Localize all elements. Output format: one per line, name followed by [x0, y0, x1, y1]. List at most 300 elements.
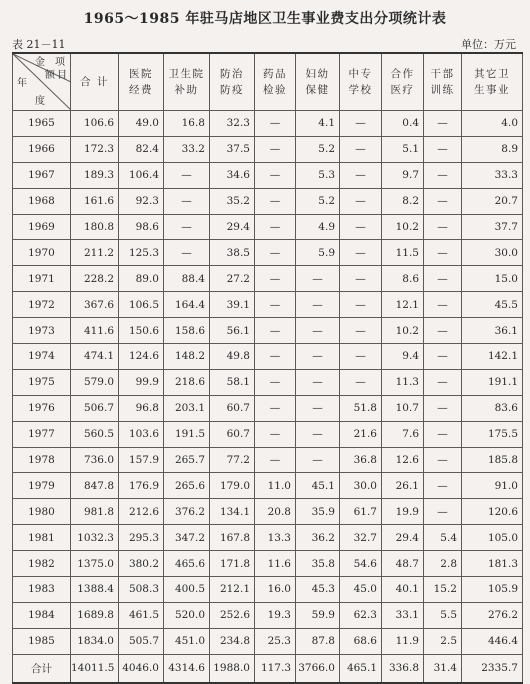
- empty-value-cell: —: [424, 499, 462, 525]
- value-cell: 27.2: [210, 266, 255, 292]
- value-cell: 211.2: [71, 240, 119, 266]
- corner-header-cell: [13, 53, 71, 111]
- unit-label: 单位：万元: [461, 38, 516, 51]
- value-cell: 1375.0: [71, 551, 119, 577]
- corner-label-e: 额: [45, 70, 57, 81]
- value-cell: 8.2: [382, 188, 424, 214]
- empty-value-cell: —: [424, 111, 462, 137]
- table-number: 表 21－11: [12, 38, 66, 51]
- value-cell: 185.8: [462, 447, 523, 473]
- value-cell: 295.3: [119, 525, 164, 551]
- value-cell: 8.9: [462, 136, 523, 162]
- column-header: [71, 53, 119, 111]
- value-cell: 465.1: [340, 654, 382, 683]
- year-cell: 1974: [13, 344, 71, 370]
- value-cell: 40.1: [382, 577, 424, 603]
- table-row: [13, 577, 523, 603]
- diagonal-header: [13, 54, 70, 110]
- empty-value-cell: —: [255, 421, 296, 447]
- value-cell: 9.7: [382, 162, 424, 188]
- empty-value-cell: —: [255, 111, 296, 137]
- value-cell: 117.3: [255, 654, 296, 683]
- value-cell: 1689.8: [71, 602, 119, 628]
- value-cell: 51.8: [340, 395, 382, 421]
- value-cell: 142.1: [462, 344, 523, 370]
- empty-value-cell: —: [255, 344, 296, 370]
- column-header: [255, 53, 296, 111]
- value-cell: 15.0: [462, 266, 523, 292]
- value-cell: 336.8: [382, 654, 424, 683]
- value-cell: 212.6: [119, 499, 164, 525]
- value-cell: 4046.0: [119, 654, 164, 683]
- value-cell: 106.4: [119, 162, 164, 188]
- table-row: [13, 111, 523, 137]
- empty-value-cell: —: [424, 188, 462, 214]
- value-cell: 10.2: [382, 318, 424, 344]
- year-cell: 1967: [13, 162, 71, 188]
- value-cell: 120.6: [462, 499, 523, 525]
- column-header-text: 合 计: [80, 76, 109, 88]
- column-header: [424, 53, 462, 111]
- statistics-table: [12, 52, 523, 684]
- year-cell: 1969: [13, 214, 71, 240]
- value-cell: 7.6: [382, 421, 424, 447]
- corner-label-jin: 金: [35, 57, 47, 68]
- value-cell: 579.0: [71, 369, 119, 395]
- value-cell: 87.8: [296, 628, 340, 654]
- column-header-text: 防疫: [220, 84, 244, 96]
- value-cell: 35.8: [296, 551, 340, 577]
- value-cell: 11.0: [255, 473, 296, 499]
- value-cell: 1032.3: [71, 525, 119, 551]
- value-cell: 37.7: [462, 214, 523, 240]
- value-cell: 125.3: [119, 240, 164, 266]
- value-cell: 49.0: [119, 111, 164, 137]
- column-header: [296, 53, 340, 111]
- value-cell: 61.7: [340, 499, 382, 525]
- value-cell: 164.4: [164, 292, 210, 318]
- table-row: [13, 214, 523, 240]
- empty-value-cell: —: [296, 369, 340, 395]
- column-header-text: 生事业: [474, 84, 510, 96]
- value-cell: 32.7: [340, 525, 382, 551]
- header-row: [13, 53, 523, 111]
- value-cell: 15.2: [424, 577, 462, 603]
- empty-value-cell: —: [424, 136, 462, 162]
- empty-value-cell: —: [164, 162, 210, 188]
- column-header-text: 医疗: [390, 84, 415, 96]
- value-cell: 88.4: [164, 266, 210, 292]
- value-cell: 847.8: [71, 473, 119, 499]
- column-header-text: 防治: [220, 68, 244, 80]
- value-cell: 16.8: [164, 111, 210, 137]
- year-cell: 1979: [13, 473, 71, 499]
- value-cell: 5.4: [424, 525, 462, 551]
- empty-value-cell: —: [296, 292, 340, 318]
- value-cell: 21.6: [340, 421, 382, 447]
- value-cell: 12.6: [382, 447, 424, 473]
- column-header-text: 补助: [174, 84, 199, 96]
- value-cell: 376.2: [164, 499, 210, 525]
- document-title: 1965～1985 年驻马店地区卫生事业费支出分项统计表: [83, 11, 447, 27]
- value-cell: 171.8: [210, 551, 255, 577]
- value-cell: 0.4: [382, 111, 424, 137]
- value-cell: 505.7: [119, 628, 164, 654]
- value-cell: 106.5: [119, 292, 164, 318]
- value-cell: 1388.4: [71, 577, 119, 603]
- table-row: [13, 162, 523, 188]
- value-cell: 92.3: [119, 188, 164, 214]
- value-cell: 11.9: [382, 628, 424, 654]
- value-cell: 59.9: [296, 602, 340, 628]
- year-cell: 1972: [13, 292, 71, 318]
- empty-value-cell: —: [255, 266, 296, 292]
- empty-value-cell: —: [424, 369, 462, 395]
- value-cell: 60.7: [210, 395, 255, 421]
- value-cell: 134.1: [210, 499, 255, 525]
- value-cell: 1988.0: [210, 654, 255, 683]
- empty-value-cell: —: [424, 214, 462, 240]
- value-cell: 157.9: [119, 447, 164, 473]
- value-cell: 99.9: [119, 369, 164, 395]
- empty-value-cell: —: [424, 421, 462, 447]
- table-row: [13, 292, 523, 318]
- value-cell: 10.2: [382, 214, 424, 240]
- column-header-text: 其它卫: [474, 68, 510, 80]
- empty-value-cell: —: [255, 214, 296, 240]
- value-cell: 5.5: [424, 602, 462, 628]
- value-cell: 465.6: [164, 551, 210, 577]
- empty-value-cell: —: [164, 214, 210, 240]
- value-cell: 60.7: [210, 421, 255, 447]
- value-cell: 4.9: [296, 214, 340, 240]
- value-cell: 5.2: [296, 136, 340, 162]
- empty-value-cell: —: [296, 318, 340, 344]
- value-cell: 103.6: [119, 421, 164, 447]
- year-cell: 1981: [13, 525, 71, 551]
- column-header-text: 训练: [430, 84, 455, 96]
- empty-value-cell: —: [424, 240, 462, 266]
- year-cell: 1984: [13, 602, 71, 628]
- value-cell: 11.3: [382, 369, 424, 395]
- value-cell: 38.5: [210, 240, 255, 266]
- value-cell: 167.8: [210, 525, 255, 551]
- value-cell: 77.2: [210, 447, 255, 473]
- total-label-cell: 合计: [13, 654, 71, 683]
- value-cell: 3766.0: [296, 654, 340, 683]
- value-cell: 14011.5: [71, 654, 119, 683]
- column-header: [462, 53, 523, 111]
- empty-value-cell: —: [296, 344, 340, 370]
- value-cell: 5.1: [382, 136, 424, 162]
- value-cell: 68.6: [340, 628, 382, 654]
- empty-value-cell: —: [340, 369, 382, 395]
- empty-value-cell: —: [340, 111, 382, 137]
- value-cell: 35.2: [210, 188, 255, 214]
- table-row: [13, 344, 523, 370]
- value-cell: 30.0: [462, 240, 523, 266]
- empty-value-cell: —: [340, 188, 382, 214]
- value-cell: 36.2: [296, 525, 340, 551]
- empty-value-cell: —: [424, 292, 462, 318]
- empty-value-cell: —: [424, 447, 462, 473]
- column-header-text: 合作: [390, 68, 415, 80]
- column-header-text: 经费: [129, 84, 153, 96]
- value-cell: 228.2: [71, 266, 119, 292]
- value-cell: 32.3: [210, 111, 255, 137]
- empty-value-cell: —: [255, 369, 296, 395]
- table-row: [13, 628, 523, 654]
- empty-value-cell: —: [424, 473, 462, 499]
- value-cell: 12.1: [382, 292, 424, 318]
- empty-value-cell: —: [340, 344, 382, 370]
- empty-value-cell: —: [424, 395, 462, 421]
- value-cell: 34.6: [210, 162, 255, 188]
- value-cell: 39.1: [210, 292, 255, 318]
- year-cell: 1980: [13, 499, 71, 525]
- empty-value-cell: —: [255, 240, 296, 266]
- value-cell: 234.8: [210, 628, 255, 654]
- column-header-text: 医院: [129, 68, 153, 80]
- empty-value-cell: —: [164, 240, 210, 266]
- value-cell: 508.3: [119, 577, 164, 603]
- value-cell: 58.1: [210, 369, 255, 395]
- value-cell: 10.7: [382, 395, 424, 421]
- year-cell: 1973: [13, 318, 71, 344]
- empty-value-cell: —: [296, 447, 340, 473]
- value-cell: 1834.0: [71, 628, 119, 654]
- value-cell: 36.1: [462, 318, 523, 344]
- value-cell: 83.6: [462, 395, 523, 421]
- empty-value-cell: —: [296, 421, 340, 447]
- corner-label-xiang: 项: [55, 57, 67, 68]
- value-cell: 2.8: [424, 551, 462, 577]
- table-row: [13, 318, 523, 344]
- column-header-text: 妇幼: [305, 68, 330, 80]
- column-header-text: 学校: [348, 84, 373, 96]
- value-cell: 560.5: [71, 421, 119, 447]
- year-cell: 1985: [13, 628, 71, 654]
- empty-value-cell: —: [340, 136, 382, 162]
- value-cell: 5.2: [296, 188, 340, 214]
- value-cell: 203.1: [164, 395, 210, 421]
- year-cell: 1968: [13, 188, 71, 214]
- year-cell: 1971: [13, 266, 71, 292]
- value-cell: 54.6: [340, 551, 382, 577]
- value-cell: 212.1: [210, 577, 255, 603]
- year-cell: 1976: [13, 395, 71, 421]
- value-cell: 191.5: [164, 421, 210, 447]
- value-cell: 106.6: [71, 111, 119, 137]
- value-cell: 91.0: [462, 473, 523, 499]
- value-cell: 105.0: [462, 525, 523, 551]
- value-cell: 520.0: [164, 602, 210, 628]
- value-cell: 5.3: [296, 162, 340, 188]
- value-cell: 16.0: [255, 577, 296, 603]
- table-row: [13, 525, 523, 551]
- value-cell: 380.2: [119, 551, 164, 577]
- table-row: [13, 188, 523, 214]
- empty-value-cell: —: [255, 136, 296, 162]
- table-row: [13, 421, 523, 447]
- corner-label-mu: 目: [57, 70, 69, 81]
- value-cell: 451.0: [164, 628, 210, 654]
- empty-value-cell: —: [255, 447, 296, 473]
- value-cell: 367.6: [71, 292, 119, 318]
- value-cell: 33.2: [164, 136, 210, 162]
- value-cell: 89.0: [119, 266, 164, 292]
- table-row: [13, 602, 523, 628]
- value-cell: 189.3: [71, 162, 119, 188]
- column-header: [119, 53, 164, 111]
- total-row: [13, 654, 523, 683]
- table-row: [13, 551, 523, 577]
- value-cell: 62.3: [340, 602, 382, 628]
- value-cell: 11.6: [255, 551, 296, 577]
- value-cell: 82.4: [119, 136, 164, 162]
- value-cell: 49.8: [210, 344, 255, 370]
- value-cell: 191.1: [462, 369, 523, 395]
- value-cell: 5.9: [296, 240, 340, 266]
- empty-value-cell: —: [424, 266, 462, 292]
- year-cell: 1966: [13, 136, 71, 162]
- value-cell: 148.2: [164, 344, 210, 370]
- value-cell: 45.0: [340, 577, 382, 603]
- value-cell: 175.5: [462, 421, 523, 447]
- table-body: [13, 111, 523, 683]
- value-cell: 96.8: [119, 395, 164, 421]
- value-cell: 4314.6: [164, 654, 210, 683]
- empty-value-cell: —: [255, 292, 296, 318]
- value-cell: 265.7: [164, 447, 210, 473]
- empty-value-cell: —: [255, 188, 296, 214]
- table-row: [13, 499, 523, 525]
- empty-value-cell: —: [424, 318, 462, 344]
- value-cell: 2335.7: [462, 654, 523, 683]
- value-cell: 180.8: [71, 214, 119, 240]
- value-cell: 411.6: [71, 318, 119, 344]
- value-cell: 36.8: [340, 447, 382, 473]
- value-cell: 19.9: [382, 499, 424, 525]
- column-header: [340, 53, 382, 111]
- table-row: [13, 240, 523, 266]
- column-header-text: 检验: [263, 84, 287, 96]
- empty-value-cell: —: [255, 318, 296, 344]
- value-cell: 9.4: [382, 344, 424, 370]
- value-cell: 19.3: [255, 602, 296, 628]
- table-row: [13, 395, 523, 421]
- year-cell: 1977: [13, 421, 71, 447]
- column-header: [382, 53, 424, 111]
- value-cell: 37.5: [210, 136, 255, 162]
- empty-value-cell: —: [340, 240, 382, 266]
- year-cell: 1982: [13, 551, 71, 577]
- value-cell: 2.5: [424, 628, 462, 654]
- value-cell: 347.2: [164, 525, 210, 551]
- empty-value-cell: —: [340, 318, 382, 344]
- value-cell: 98.6: [119, 214, 164, 240]
- year-cell: 1965: [13, 111, 71, 137]
- value-cell: 29.4: [210, 214, 255, 240]
- column-header-text: 卫生院: [168, 68, 205, 80]
- empty-value-cell: —: [164, 188, 210, 214]
- value-cell: 176.9: [119, 473, 164, 499]
- column-header-text: 保健: [305, 84, 330, 96]
- value-cell: 265.6: [164, 473, 210, 499]
- year-cell: 1975: [13, 369, 71, 395]
- year-cell: 1970: [13, 240, 71, 266]
- value-cell: 461.5: [119, 602, 164, 628]
- value-cell: 172.3: [71, 136, 119, 162]
- value-cell: 33.1: [382, 602, 424, 628]
- year-cell: 1978: [13, 447, 71, 473]
- year-cell: 1983: [13, 577, 71, 603]
- value-cell: 981.8: [71, 499, 119, 525]
- value-cell: 20.8: [255, 499, 296, 525]
- empty-value-cell: —: [296, 395, 340, 421]
- value-cell: 105.9: [462, 577, 523, 603]
- table-row: [13, 369, 523, 395]
- value-cell: 161.6: [71, 188, 119, 214]
- value-cell: 26.1: [382, 473, 424, 499]
- value-cell: 218.6: [164, 369, 210, 395]
- empty-value-cell: —: [340, 266, 382, 292]
- value-cell: 20.7: [462, 188, 523, 214]
- value-cell: 276.2: [462, 602, 523, 628]
- column-header-text: 中专: [348, 68, 373, 80]
- value-cell: 4.0: [462, 111, 523, 137]
- empty-value-cell: —: [255, 162, 296, 188]
- column-header: [164, 53, 210, 111]
- value-cell: 150.6: [119, 318, 164, 344]
- empty-value-cell: —: [296, 266, 340, 292]
- empty-value-cell: —: [424, 162, 462, 188]
- empty-value-cell: —: [255, 395, 296, 421]
- value-cell: 48.7: [382, 551, 424, 577]
- corner-label-nian: 年: [17, 78, 29, 89]
- empty-value-cell: —: [340, 214, 382, 240]
- value-cell: 8.6: [382, 266, 424, 292]
- value-cell: 30.0: [340, 473, 382, 499]
- value-cell: 736.0: [71, 447, 119, 473]
- value-cell: 124.6: [119, 344, 164, 370]
- empty-value-cell: —: [424, 344, 462, 370]
- table-row: [13, 473, 523, 499]
- empty-value-cell: —: [340, 162, 382, 188]
- value-cell: 474.1: [71, 344, 119, 370]
- value-cell: 35.9: [296, 499, 340, 525]
- table-row: [13, 136, 523, 162]
- value-cell: 33.3: [462, 162, 523, 188]
- value-cell: 158.6: [164, 318, 210, 344]
- value-cell: 45.1: [296, 473, 340, 499]
- column-header-text: 药品: [263, 68, 287, 80]
- value-cell: 25.3: [255, 628, 296, 654]
- value-cell: 45.3: [296, 577, 340, 603]
- value-cell: 506.7: [71, 395, 119, 421]
- value-cell: 11.5: [382, 240, 424, 266]
- table-row: [13, 266, 523, 292]
- value-cell: 400.5: [164, 577, 210, 603]
- value-cell: 13.3: [255, 525, 296, 551]
- value-cell: 31.4: [424, 654, 462, 683]
- value-cell: 252.6: [210, 602, 255, 628]
- value-cell: 56.1: [210, 318, 255, 344]
- empty-value-cell: —: [340, 292, 382, 318]
- value-cell: 4.1: [296, 111, 340, 137]
- value-cell: 45.5: [462, 292, 523, 318]
- corner-label-du: 度: [35, 96, 47, 107]
